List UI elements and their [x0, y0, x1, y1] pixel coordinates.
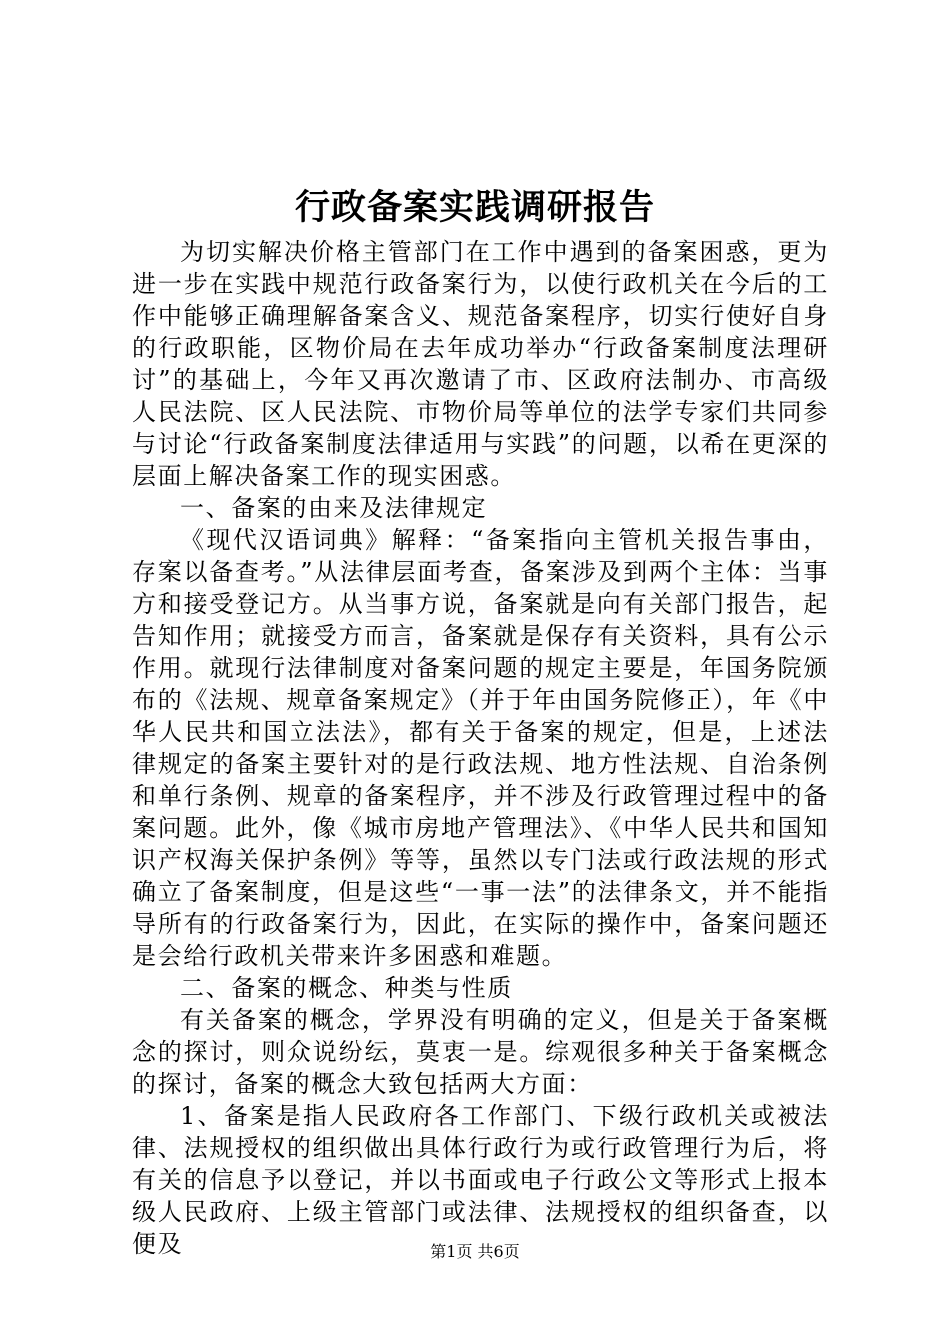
page-number-footer: 第1页 共6页	[430, 1242, 520, 1261]
section-heading-2: 二、备案的概念、种类与性质	[180, 974, 513, 1002]
document-title: 行政备案实践调研报告	[294, 187, 655, 228]
document-body	[132, 236, 829, 1260]
section-2-paragraph: 有关备案的概念，学界没有明确的定义，但是关于备案概念的探讨，则众说纷纭，莫衷一是。综观很多种关于备案概念的探讨，备案的概念大致包括两大方面：	[132, 1006, 829, 1098]
intro-paragraph: 为切实解决价格主管部门在工作中遇到的备案困惑，更为进一步在实践中规范行政备案行为，以使行政机关在今后的工作中能够正确理解备案含义、规范备案程序，切实行使好自身的行政职能，区物价局在去年成功举办“行政备案制度法理研讨”的基础上，今年又再次邀请了市、区政府法制办、市高级人民法院、区人民法院、市物价局等单位的法学专家们共同参与讨论“行政备案制度法律适用与实践”的问题，以希在更深的层面上解决备案工作的现实困惑。	[132, 238, 829, 490]
section-heading-1: 一、备案的由来及法律规定	[180, 494, 488, 522]
section-1-paragraph: 《现代汉语词典》解释：“备案指向主管机关报告事由，存案以备查考。”从法律层面考查，备案涉及到两个主体：当事方和接受登记方。从当事方说，备案就是向有关部门报告，起告知作用；就接受方而言，备案就是保存有关资料，具有公示作用。就现行法律制度对备案问题的规定主要是，年国务院颁布的《法规、规章备案规定》（并于年由国务院修正），年《中华人民共和国立法法》，都有关于备案的规定，但是，上述法律规定的备案主要针对的是行政法规、地方性法规、自治条例和单行条例、规章的备案程序，并不涉及行政管理过程中的备案问题。此外，像《城市房地产管理法》、《中华人民共和国知识产权海关保护条例》等等，虽然以专门法或行政法规的形式确立了备案制度，但是这些“一事一法”的法律条文，并不能指导所有的行政备案行为，因此，在实际的操作中，备案问题还是会给行政机关带来许多困惑和难题。	[132, 526, 829, 970]
definition-item-1: 1、备案是指人民政府各工作部门、下级行政机关或被法律、法规授权的组织做出具体行政行为或行政管理行为后，将有关的信息予以登记，并以书面或电子行政公文等形式上报本级人民政府、上级主管部门或法律、法规授权的组织备查，以便及	[132, 1102, 829, 1258]
